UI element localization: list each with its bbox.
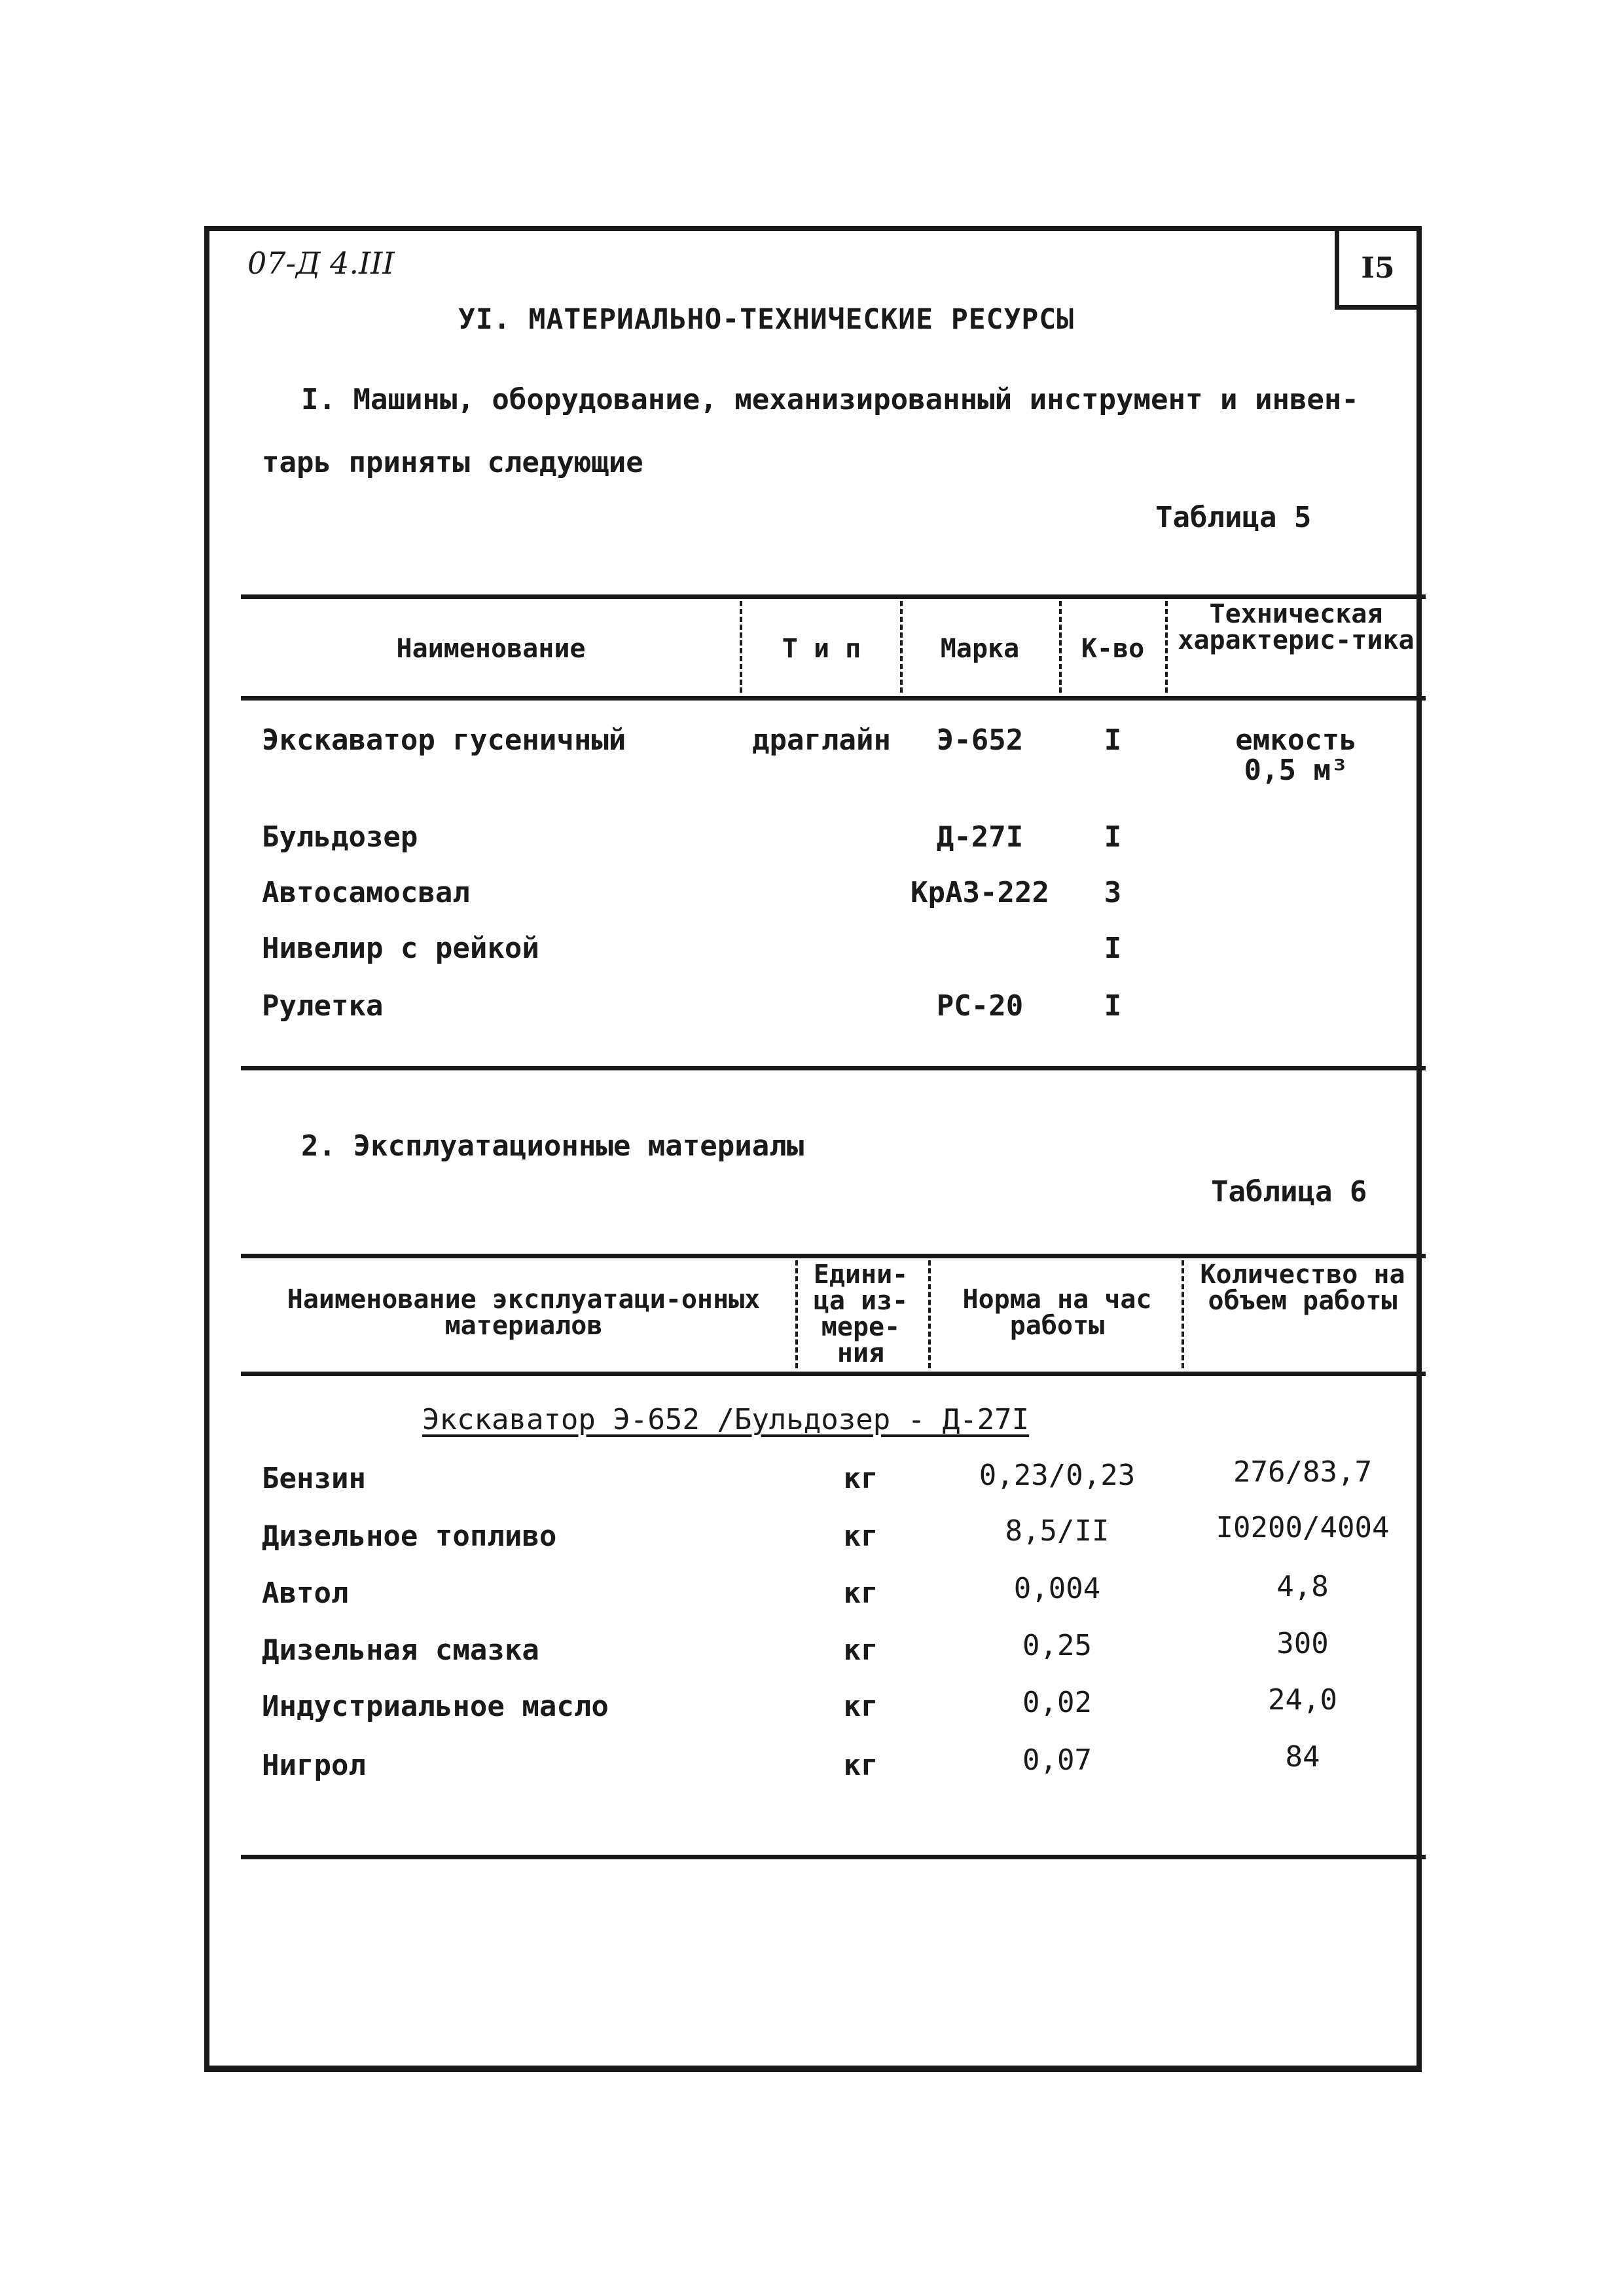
table5-row-brand: КрАЗ-222 — [911, 876, 1049, 909]
table5-row-qty: I — [1104, 989, 1122, 1023]
page-number: I5 — [1335, 231, 1416, 310]
table6-divider — [795, 1260, 798, 1368]
table5-header-type: Т и п — [782, 634, 861, 664]
table5-row-qty: I — [1104, 932, 1122, 965]
table6-row-name: Дизельное топливо — [262, 1520, 557, 1553]
table6-header-unit: Едини-ца из-мере-ния — [813, 1260, 909, 1368]
table6-row-unit: кг — [843, 1690, 878, 1723]
table6-row-name: Автол — [262, 1576, 349, 1610]
table5-header-qty: К-во — [1081, 634, 1145, 664]
table5-row-type: драглайн — [752, 723, 891, 757]
item2-title: 2. Эксплуатационные материалы — [301, 1129, 804, 1163]
table6-row-amount: 84 — [1285, 1740, 1320, 1774]
document-code: 07-Д 4.III — [247, 246, 395, 281]
table5-row-name: Автосамосвал — [262, 876, 470, 909]
table6-row-unit: кг — [843, 1462, 878, 1495]
table5-row-qty: 3 — [1104, 876, 1122, 909]
table6-row-norm: 0,07 — [1022, 1743, 1092, 1777]
table5-caption: Таблица 5 — [1155, 501, 1312, 534]
table5-row-brand: РС-20 — [936, 989, 1024, 1023]
table6-divider — [928, 1260, 931, 1368]
table6-row-name: Бензин — [262, 1462, 366, 1495]
section-title: УI. МАТЕРИАЛЬНО-ТЕХНИЧЕСКИЕ РЕСУРСЫ — [458, 303, 1075, 336]
table5-row-qty: I — [1104, 723, 1122, 757]
table6-row-name: Индустриальное масло — [262, 1690, 609, 1723]
table5-row-name: Бульдозер — [262, 820, 418, 854]
table5-row-brand: Д-27I — [936, 820, 1024, 854]
table6-header-amount: Количество на объем работы — [1200, 1260, 1405, 1316]
table5-header-brand: Марка — [940, 634, 1020, 664]
table6-group-title: Экскаватор Э-652 /Бульдозер - Д-27I — [422, 1403, 1030, 1436]
item1-line2: тарь приняты следующие — [262, 446, 643, 479]
table6-caption: Таблица 6 — [1211, 1175, 1367, 1209]
table5-divider — [740, 601, 742, 693]
table6-header-rule — [241, 1372, 1426, 1376]
table6-row-amount: I0200/4004 — [1216, 1511, 1390, 1544]
table6-row-norm: 0,23/0,23 — [979, 1459, 1136, 1492]
table6-row-unit: кг — [843, 1520, 878, 1553]
table5-divider — [900, 601, 903, 693]
table6-bottom-rule — [241, 1855, 1426, 1859]
table6-header-norm: Норма на час работы — [962, 1285, 1152, 1341]
table5-header-rule — [241, 696, 1426, 701]
table6-row-amount: 300 — [1276, 1627, 1329, 1660]
table5-divider — [1165, 601, 1168, 693]
table6-header-name: Наименование эксплуатаци-онных материалов — [287, 1285, 761, 1341]
table6-row-unit: кг — [843, 1576, 878, 1610]
table6-row-amount: 24,0 — [1268, 1683, 1337, 1717]
table5-row-spec-value: 0,5 м³ — [1244, 754, 1348, 787]
table6-row-unit: кг — [843, 1633, 878, 1667]
table6-row-norm: 0,25 — [1022, 1629, 1092, 1662]
table5-row-name: Рулетка — [262, 989, 384, 1023]
table6-row-unit: кг — [843, 1749, 878, 1782]
table6-row-name: Нигрол — [262, 1749, 366, 1782]
table6-row-norm: 0,004 — [1013, 1572, 1101, 1605]
table5-row-name: Экскаватор гусеничный — [262, 723, 626, 757]
table5-bottom-rule — [241, 1066, 1426, 1070]
table5-row-name: Нивелир с рейкой — [262, 932, 539, 965]
table6-row-amount: 4,8 — [1276, 1570, 1329, 1603]
table5-top-rule — [241, 594, 1426, 599]
table5-header-name: Наименование — [396, 634, 586, 664]
table6-row-name: Дизельная смазка — [262, 1633, 539, 1667]
table5-row-brand: Э-652 — [936, 723, 1024, 757]
table5-header-spec: Техническая характерис-тика — [1178, 599, 1415, 655]
table6-row-norm: 0,02 — [1022, 1686, 1092, 1719]
page-frame — [204, 226, 1422, 2072]
table5-row-qty: I — [1104, 820, 1122, 854]
table6-row-norm: 8,5/II — [1005, 1514, 1110, 1548]
table5-row-spec: емкость — [1235, 723, 1357, 757]
table5-divider — [1059, 601, 1062, 693]
table6-divider — [1182, 1260, 1184, 1368]
table6-top-rule — [241, 1254, 1426, 1258]
item1-line1: I. Машины, оборудование, механизированный инструмент и инвен- — [301, 383, 1359, 416]
table6-row-amount: 276/83,7 — [1233, 1455, 1372, 1489]
